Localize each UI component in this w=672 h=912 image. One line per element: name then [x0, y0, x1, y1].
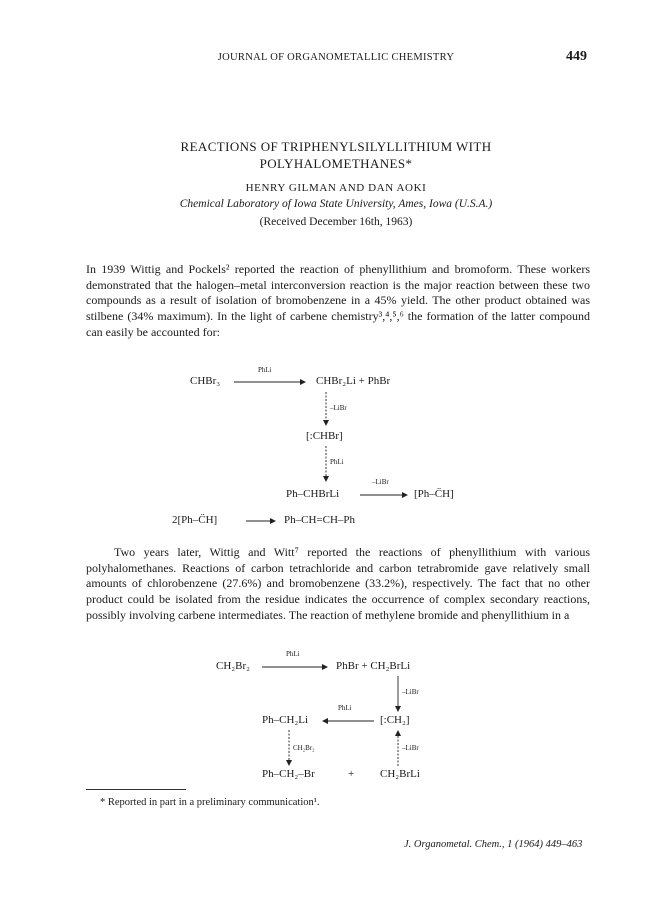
footnote-rule	[86, 789, 186, 790]
scheme1-stilbene: Ph–CH=CH–Ph	[284, 514, 356, 526]
title-line-2: POLYHALOMETHANES*	[259, 156, 413, 171]
scheme1-arrow-right-2	[360, 491, 408, 499]
running-head: JOURNAL OF ORGANOMETALLIC CHEMISTRY	[217, 52, 455, 63]
scheme2-elim-2: –LiBr	[402, 744, 419, 752]
scheme2-elim-1: –LiBr	[402, 688, 419, 696]
affiliation: Chemical Laboratory of Iowa State University, Ames, Iowa (U.S.A.)	[179, 198, 493, 210]
scheme1-carbene-1: [:CHBr]	[306, 430, 343, 442]
scheme2-arrow-down-2	[285, 730, 293, 766]
footnote: * Reported in part in a preliminary communication¹.	[100, 797, 320, 808]
scheme1-intermediate: Ph–CHBrLi	[286, 488, 340, 500]
journal-citation: J. Organometal. Chem., 1 (1964) 449–463	[404, 839, 583, 850]
paragraph-1: In 1939 Wittig and Pockels² reported the reaction of phenyllithium and bromoform. These workers demonstrated that the halogen–metal interconversion reaction is the major reaction between these two compounds as a result of isolation of bromobenzene in a 45% yield. The other product obtained was stilbene (34% maximum). In the light of carbene chemistry³,⁴,⁵,⁶ the formation of the latter compound can easily be accounted for:	[86, 262, 590, 339]
scheme2-arrow-right	[262, 663, 328, 671]
scheme2-plus: +	[348, 768, 355, 780]
scheme2-products: PhBr + CH₂BrLi	[336, 660, 411, 672]
scheme2-phenyl-li: Ph–CH₂Li	[262, 714, 309, 726]
scheme2-product-left: Ph–CH₂–Br	[262, 768, 315, 780]
scheme2-arrow-left	[322, 717, 374, 725]
scheme1-dimer-left: 2[Ph–C̈H]	[172, 514, 218, 526]
paragraph-2: Two years later, Wittig and Witt⁷ reported the reactions of phenyllithium with various polyhalomethanes. Reactions of carbon tetrachloride and carbon tetrabromide gave relatively small amounts of chlorobenzene (27.6%) and bromobenzene (33.2%), respectively. The fact that no other product could be isolated from the residue indicates the occurrence of complex secondary reactions, possibly involving carbene intermediates. The reaction of methylene bromide and phenyllithium in a	[86, 545, 590, 622]
received-date: (Received December 16th, 1963)	[259, 216, 413, 228]
scheme1-reagent: PhLi	[258, 366, 272, 374]
scheme1-reactant: CHBr₃	[190, 375, 221, 387]
scheme1-arrow-down-1	[322, 392, 330, 426]
scheme1-elim-1: –LiBr	[330, 404, 347, 412]
scheme2-carbene: [:CH₂]	[380, 714, 410, 726]
scheme2-reagent-3: CH₂Br₂	[293, 744, 315, 752]
scheme2-reagent: PhLi	[286, 650, 300, 658]
scheme2-reactant: CH₂Br₂	[216, 660, 250, 672]
scheme1-elim-2: –LiBr	[372, 478, 389, 486]
page-number: 449	[566, 49, 587, 64]
authors: HENRY GILMAN AND DAN AOKI	[245, 182, 427, 194]
scheme2-product-right: CH₂BrLi	[380, 768, 420, 780]
scheme1-arrow-right	[234, 378, 306, 386]
scheme1-carbene-2: [Ph–C̈H]	[414, 488, 454, 500]
title-line-1: REACTIONS OF TRIPHENYLSILYLLITHIUM WITH	[180, 139, 492, 154]
scheme2-arrow-down-1	[394, 676, 402, 712]
scheme1-arrow-dimer	[246, 517, 276, 525]
scheme1-arrow-down-2	[322, 446, 330, 482]
scheme1-reagent-2: PhLi	[330, 458, 344, 466]
scheme2-reagent-2: PhLi	[338, 704, 352, 712]
scheme1-products: CHBr₂Li + PhBr	[316, 375, 391, 387]
article-title	[80, 138, 592, 172]
scheme2-arrow-up	[394, 730, 402, 766]
